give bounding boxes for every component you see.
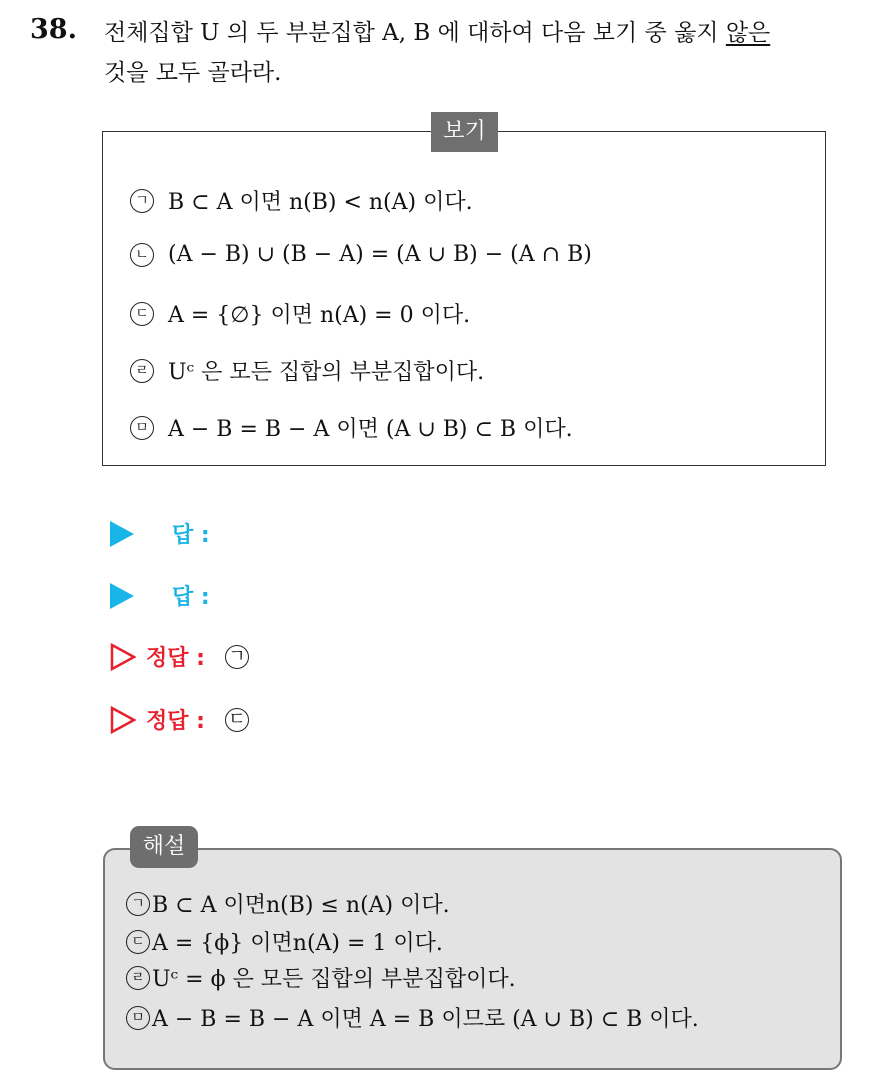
circled-marker: ㄹ (126, 966, 150, 990)
correct-answer-row-2 (110, 704, 263, 735)
question-text-underlined: 않은 (725, 20, 771, 46)
question-number: 38. (30, 14, 77, 45)
circled-marker: ㄹ (130, 359, 154, 383)
bogi-item-text: (A − B) ∪ (B − A) = (A ∪ B) − (A ∩ B) (168, 242, 592, 267)
correct-answer-label: 정답 : (146, 709, 205, 734)
outline-triangle-icon (110, 643, 136, 671)
bogi-label: 보기 (431, 112, 498, 152)
bogi-item-5 (130, 412, 573, 443)
correct-answer-label: 정답 : (146, 646, 205, 671)
play-triangle-icon (110, 583, 134, 609)
solution-line-text: Uᶜ = ϕ 은 모든 집합의 부분집합이다. (152, 967, 516, 992)
solution-line-1 (126, 888, 450, 919)
circled-marker: ㄱ (130, 189, 154, 213)
question-text-main: 전체집합 U 의 두 부분집합 A, B 에 대하여 다음 보기 중 옳지 (104, 20, 726, 46)
circled-marker: ㅁ (126, 1006, 150, 1030)
solution-line-4 (126, 1002, 699, 1033)
solution-box (103, 848, 842, 1070)
solution-line-text: A − B = B − A 이면 A = B 이므로 (A ∪ B) ⊂ B 이다. (152, 1007, 699, 1032)
bogi-item-text: Uᶜ 은 모든 집합의 부분집합이다. (168, 360, 485, 385)
bogi-item-2 (130, 242, 592, 267)
answer-label: 답 : (172, 585, 210, 610)
solution-line-3 (126, 962, 516, 993)
answer-row-1[interactable] (110, 518, 210, 549)
bogi-item-text: B ⊂ A 이면 n(B) < n(A) 이다. (168, 190, 473, 215)
circled-marker: ㅁ (130, 416, 154, 440)
bogi-item-text: A − B = B − A 이면 (A ∪ B) ⊂ B 이다. (168, 417, 573, 442)
circled-marker: ㄷ (130, 302, 154, 326)
correct-answer-value: ㄷ (225, 708, 249, 732)
correct-answer-value: ㄱ (225, 645, 249, 669)
outline-triangle-icon (110, 706, 136, 734)
solution-line-text: B ⊂ A 이면n(B) ≤ n(A) 이다. (152, 893, 450, 918)
bogi-item-3 (130, 298, 470, 329)
bogi-item-4 (130, 355, 484, 386)
bogi-item-1 (130, 185, 473, 216)
solution-line-text: A = {ϕ} 이면n(A) = 1 이다. (152, 931, 443, 956)
circled-marker: ㄱ (126, 892, 150, 916)
bogi-item-text: A = {∅} 이면 n(A) = 0 이다. (168, 303, 471, 328)
correct-answer-row-1 (110, 641, 263, 672)
play-triangle-icon (110, 521, 134, 547)
question-text-line-2: 것을 모두 골라라. (104, 60, 282, 86)
answer-row-2[interactable] (110, 580, 210, 611)
circled-marker: ㄴ (130, 243, 154, 267)
question-text-line-1 (104, 14, 770, 47)
solution-label: 해설 (130, 826, 198, 868)
answer-label: 답 : (172, 523, 210, 548)
solution-line-2 (126, 926, 443, 957)
circled-marker: ㄷ (126, 930, 150, 954)
